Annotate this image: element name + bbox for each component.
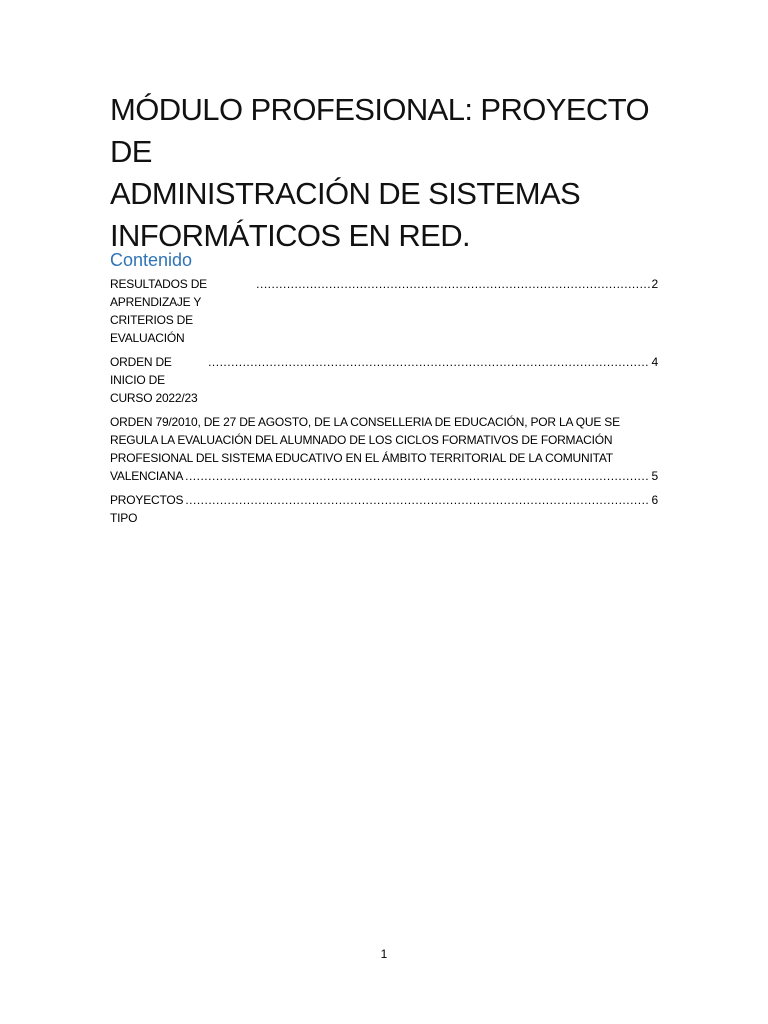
toc-entry-label: VALENCIANA [110,469,184,483]
toc-entry-label: ORDEN DE INICIO DE CURSO 2022/23 [110,355,198,405]
page-number: 1 [380,947,388,961]
toc-page-number: 4 [651,355,658,369]
title-line-2: ADMINISTRACIÓN DE SISTEMAS [110,176,581,211]
toc-heading: Contenido [110,250,193,270]
toc-page-number: 2 [651,277,658,291]
toc-entry-line: REGULA LA EVALUACIÓN DEL ALUMNADO DE LOS CICLOS FORMATIVOS DE FORMACIÓN [110,433,613,447]
document-title [110,89,690,257]
toc-entry-resultados[interactable] [110,275,658,347]
toc-leader-dots [256,275,649,293]
toc-leader-dots [185,467,649,485]
toc-page-number: 5 [651,469,658,483]
table-of-contents [110,275,658,533]
toc-entry-orden-inicio[interactable] [110,353,658,407]
toc-leader-dots [208,353,649,371]
toc-entry-line: PROFESIONAL DEL SISTEMA EDUCATIVO EN EL ÁMBITO TERRITORIAL DE LA COMUNITAT [110,451,613,465]
toc-entry-line: ORDEN 79/2010, DE 27 DE AGOSTO, DE LA CONSELLERIA DE EDUCACIÓN, POR LA QUE SE [110,415,620,429]
toc-leader-dots [185,491,649,509]
toc-entry-label: RESULTADOS DE APRENDIZAJE Y CRITERIOS DE EVALUACIÓN [110,277,207,345]
toc-entry-orden-79-2010[interactable] [110,413,658,485]
toc-entry-label: PROYECTOS TIPO [110,493,184,525]
title-line-3: INFORMÁTICOS EN RED. [110,218,471,253]
toc-entry-proyectos-tipo[interactable] [110,491,658,527]
title-line-1: MÓDULO PROFESIONAL: PROYECTO DE [110,92,650,169]
toc-page-number: 6 [651,493,658,507]
